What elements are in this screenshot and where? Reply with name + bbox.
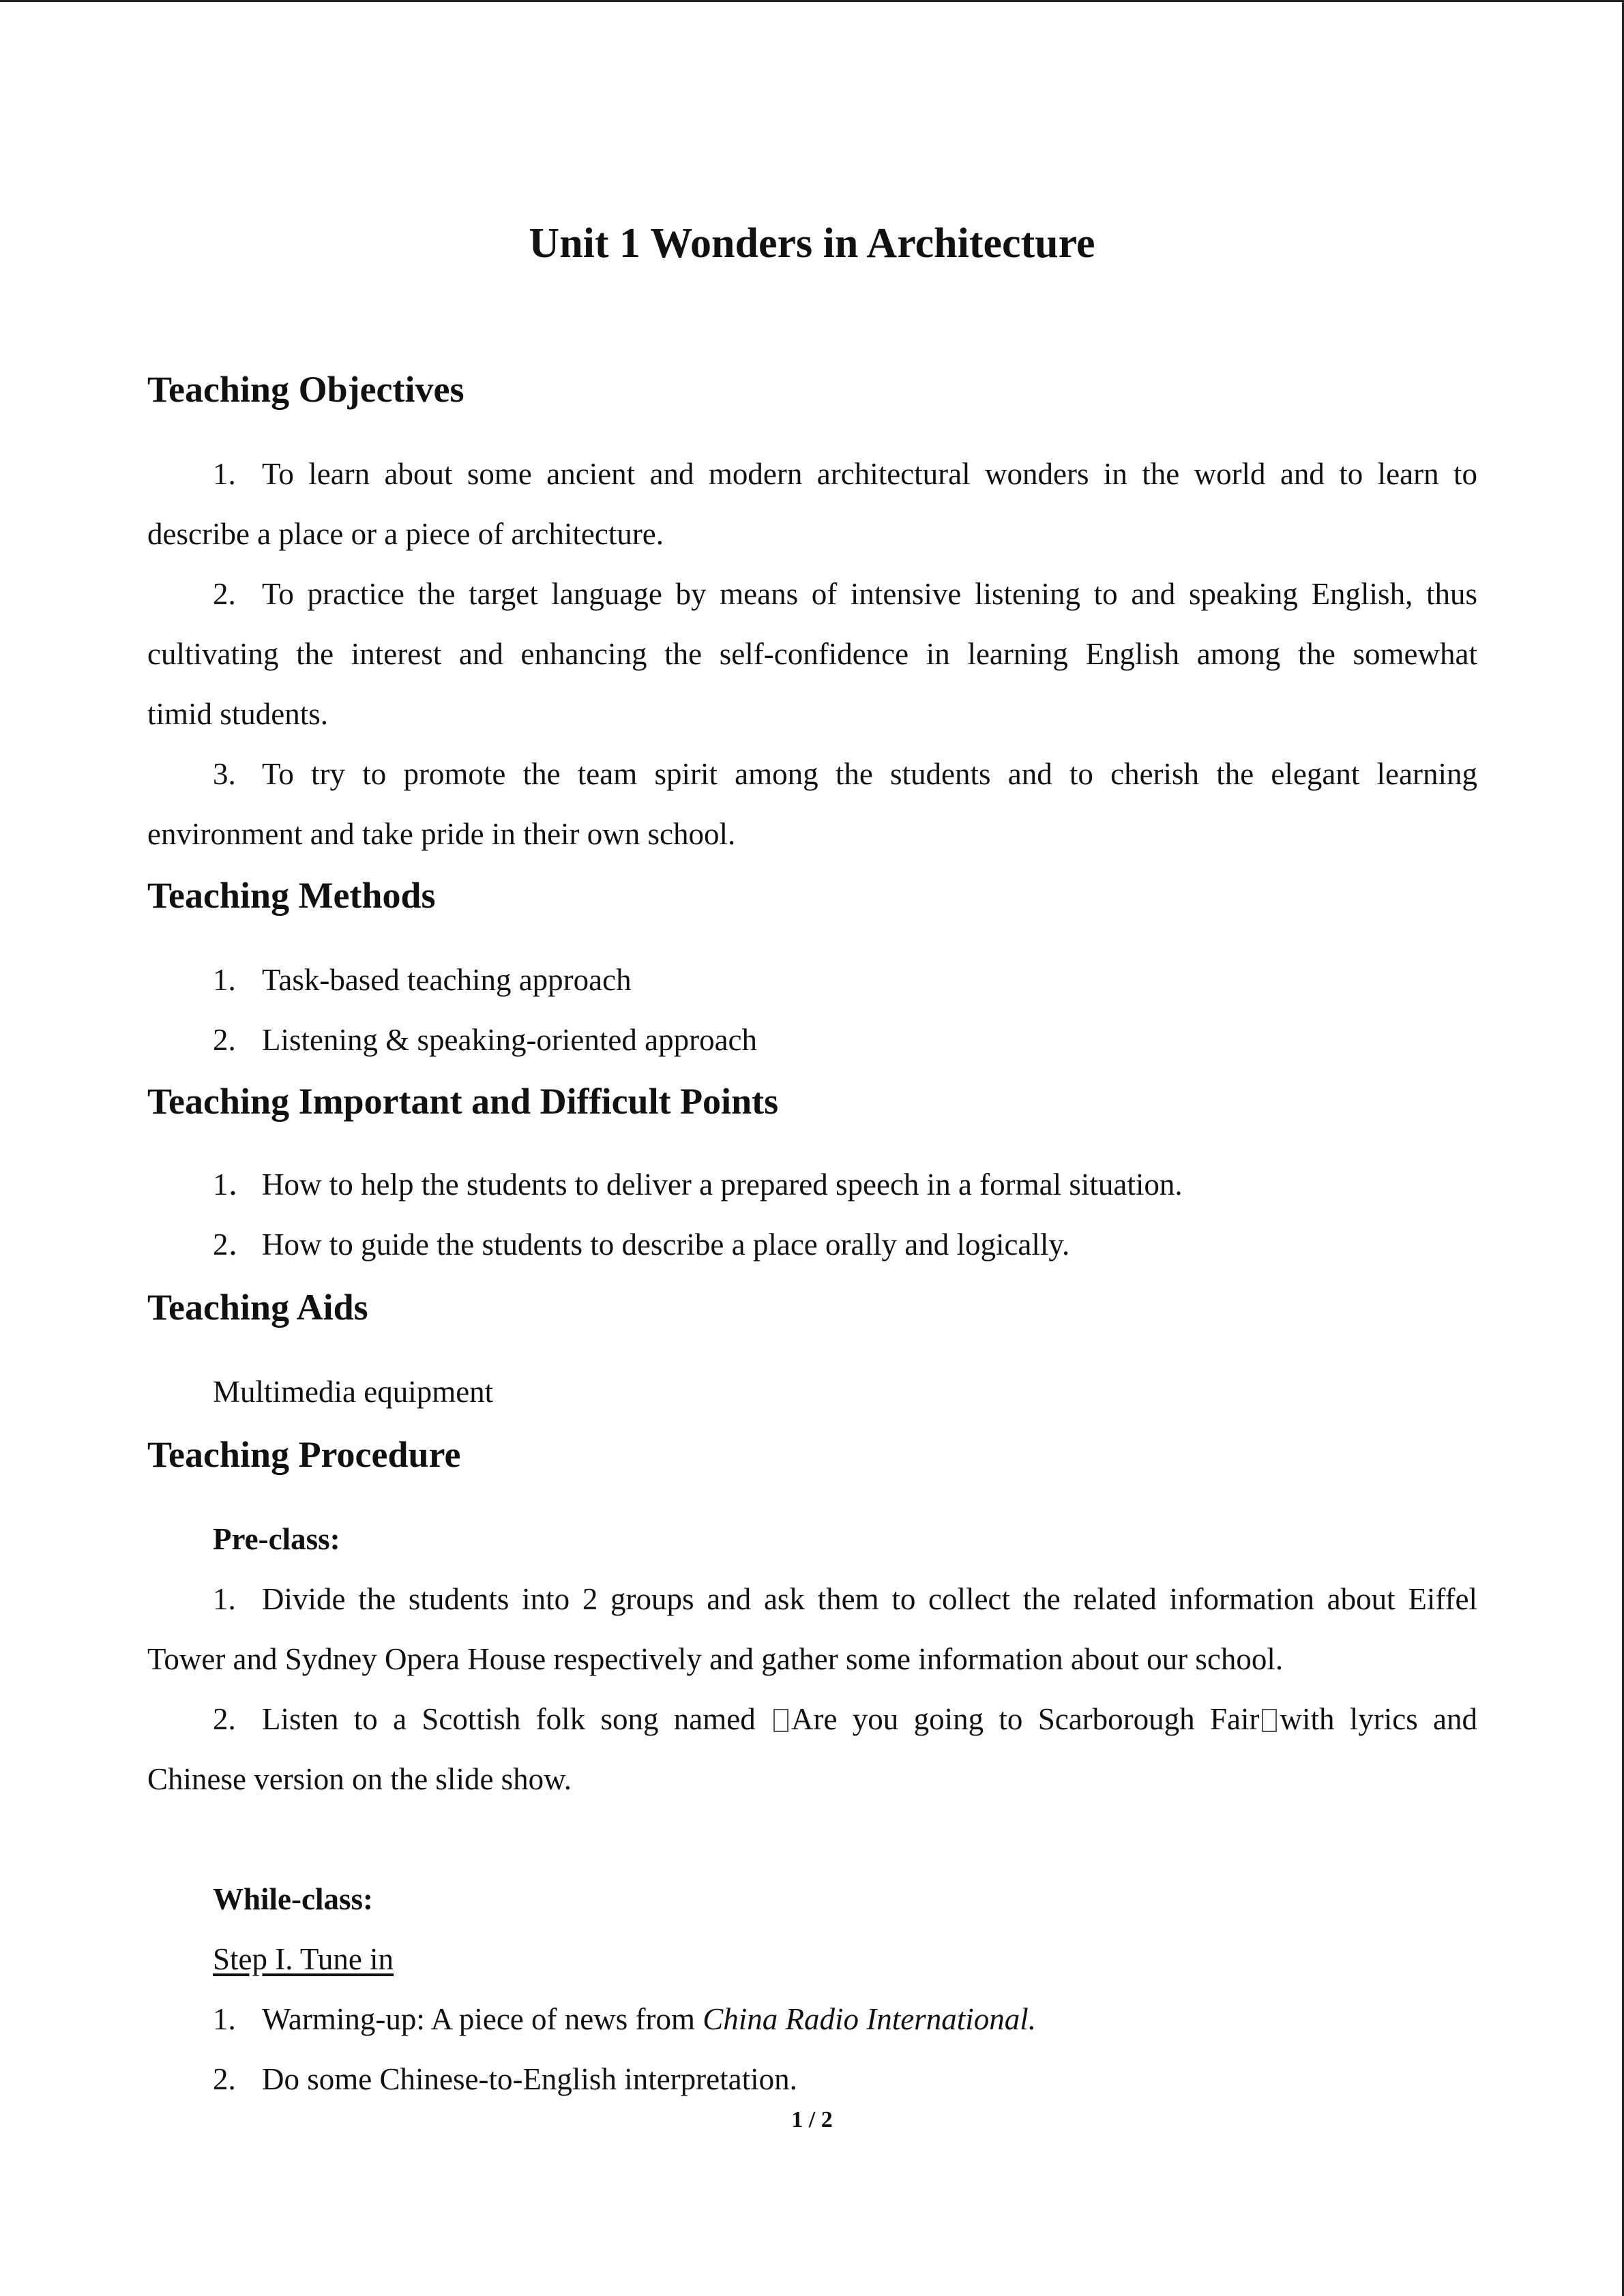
- objective-1-text-line-1: To learn about some ancient and modern architectural wonders in the world and to learn to: [262, 457, 1477, 491]
- objective-2-line-3: timid students.: [147, 697, 329, 731]
- method-1-number: 1.: [213, 963, 236, 997]
- pre-class-1-number: 1.: [213, 1582, 236, 1616]
- heading-teaching-methods: Teaching Methods: [147, 875, 436, 916]
- objective-3-text-line-1: To try to promote the team spirit among the students and to cherish the elegant learning: [262, 757, 1477, 791]
- pre-class-2-song-title: Are you going to Scarborough Fair: [791, 1702, 1260, 1736]
- heading-teaching-objectives: Teaching Objectives: [147, 369, 464, 410]
- document-title: Unit 1 Wonders in Architecture: [529, 220, 1095, 267]
- objective-1-line-2: describe a place or a piece of architecture.: [147, 517, 664, 551]
- objective-1-line-1: [213, 455, 1477, 493]
- objective-2-number: 2.: [213, 577, 236, 611]
- heading-teaching-procedure: Teaching Procedure: [147, 1434, 461, 1475]
- objective-1-number: 1.: [213, 457, 236, 491]
- step-1-tune-in: Step I. Tune in: [213, 1942, 394, 1976]
- point-2-number: 2．: [213, 1227, 259, 1262]
- method-1-text: Task-based teaching approach: [262, 963, 632, 997]
- while-class-1-number: 1.: [213, 2002, 236, 2036]
- objective-2-text-line-1: To practice the target language by means of intensive listening to and speaking English, thus: [262, 577, 1477, 611]
- pre-class-1-line-1: [213, 1580, 1477, 1618]
- pre-class-2-line-2: Chinese version on the slide show.: [147, 1762, 572, 1796]
- pre-class-1-text-line-1: Divide the students into 2 groups and ask them to collect the related information about Eiffel: [262, 1582, 1477, 1616]
- while-class-label: While-class:: [213, 1882, 373, 1916]
- heading-teaching-aids: Teaching Aids: [147, 1287, 368, 1328]
- missing-glyph-box-close: [1262, 1709, 1277, 1732]
- pre-class-2-number: 2.: [213, 1702, 236, 1736]
- method-2-number: 2.: [213, 1023, 236, 1057]
- while-class-2-text: Do some Chinese-to-English interpretation.: [262, 2062, 797, 2096]
- pre-class-label: Pre-class:: [213, 1522, 340, 1556]
- missing-glyph-box-open: [773, 1709, 788, 1732]
- while-class-1-text-italic: China Radio International.: [703, 2002, 1036, 2036]
- while-class-2-number: 2.: [213, 2062, 236, 2096]
- objective-2-line-1: [213, 575, 1477, 613]
- pre-class-1-line-2: Tower and Sydney Opera House respectively and gather some information about our school.: [147, 1642, 1284, 1676]
- while-class-1-text-plain: Warming-up: A piece of news from: [262, 2002, 703, 2036]
- pre-class-2-text-a: Listen to a Scottish folk song named: [262, 1702, 756, 1736]
- point-1-number: 1．: [213, 1167, 259, 1202]
- heading-important-difficult-points: Teaching Important and Difficult Points: [147, 1081, 779, 1122]
- teaching-aids-text: Multimedia equipment: [213, 1375, 494, 1409]
- objective-3-number: 3.: [213, 757, 236, 791]
- point-1-text: How to help the students to deliver a prepared speech in a formal situation.: [262, 1167, 1183, 1202]
- while-class-1-text: [262, 2000, 1036, 2038]
- page-number: 1 / 2: [791, 2107, 833, 2132]
- method-2-text: Listening & speaking-oriented approach: [262, 1023, 758, 1057]
- point-2-text: How to guide the students to describe a place orally and logically.: [262, 1227, 1070, 1262]
- objective-3-line-1: [213, 755, 1477, 793]
- pre-class-2-text-c: with lyrics and: [1280, 1702, 1478, 1736]
- pre-class-2-line-1: [213, 1700, 1477, 1738]
- objective-3-line-2: environment and take pride in their own school.: [147, 817, 736, 851]
- objective-2-line-2: cultivating the interest and enhancing the self-confidence in learning English among the somewhat: [147, 637, 1477, 671]
